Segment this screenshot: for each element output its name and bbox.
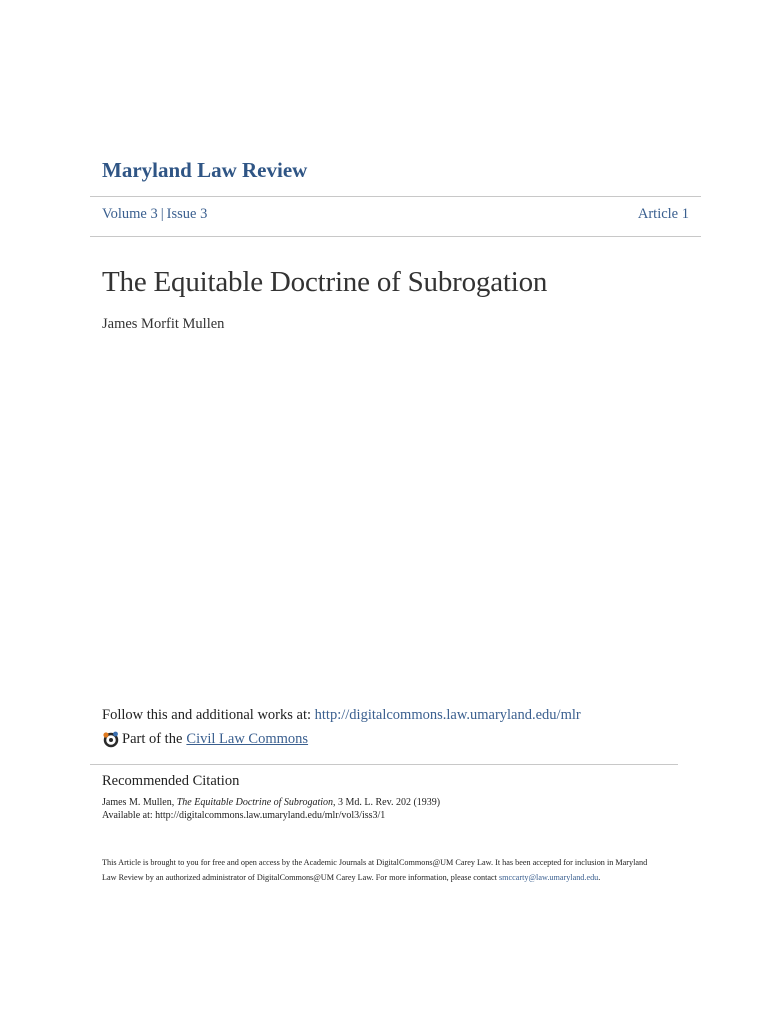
issue-link[interactable]: Issue 3 bbox=[166, 206, 208, 222]
civil-law-commons-link[interactable]: Civil Law Commons bbox=[186, 730, 309, 747]
access-notice bbox=[102, 856, 662, 885]
follow-text: Follow this and additional works at: bbox=[102, 707, 315, 723]
citation-line bbox=[102, 796, 440, 809]
article-link[interactable]: Article 1 bbox=[637, 206, 689, 222]
notice-end: . bbox=[598, 872, 601, 882]
part-of-line bbox=[102, 730, 308, 748]
notice-text: This Article is brought to you for free and open access by the Academic Journals at DigitalCommons@UM Carey Law. It has been accepted for inclusion in Maryland Law Review by an authorized administrator of DigitalCommons@UM Carey Law. For more information, please contact bbox=[102, 858, 648, 882]
divider bbox=[90, 236, 701, 237]
citation-available: Available at: http://digitalcommons.law.umaryland.edu/mlr/vol3/iss3/1 bbox=[102, 810, 386, 821]
follow-line bbox=[102, 707, 581, 724]
separator: | bbox=[160, 206, 164, 222]
part-of-text: Part of the bbox=[122, 730, 183, 747]
citation-title: The Equitable Doctrine of Subrogation bbox=[176, 797, 334, 808]
volume-link[interactable]: Volume 3 bbox=[102, 206, 158, 222]
article-title: The Equitable Doctrine of Subrogation bbox=[102, 266, 548, 298]
issue-row bbox=[102, 206, 689, 223]
volume-issue bbox=[102, 206, 207, 223]
divider bbox=[90, 196, 701, 197]
citation-author: James M. Mullen, bbox=[102, 797, 177, 808]
divider bbox=[90, 764, 678, 765]
citation-block bbox=[102, 796, 440, 822]
citation-source: , 3 Md. L. Rev. 202 (1939) bbox=[333, 797, 441, 808]
article-author: James Morfit Mullen bbox=[102, 316, 225, 332]
network-icon bbox=[102, 730, 120, 748]
follow-link[interactable]: http://digitalcommons.law.umaryland.edu/mlr bbox=[314, 707, 581, 723]
citation-heading: Recommended Citation bbox=[102, 773, 240, 789]
journal-title[interactable]: Maryland Law Review bbox=[102, 158, 308, 182]
contact-email-link[interactable]: smccarty@law.umaryland.edu bbox=[498, 872, 599, 882]
